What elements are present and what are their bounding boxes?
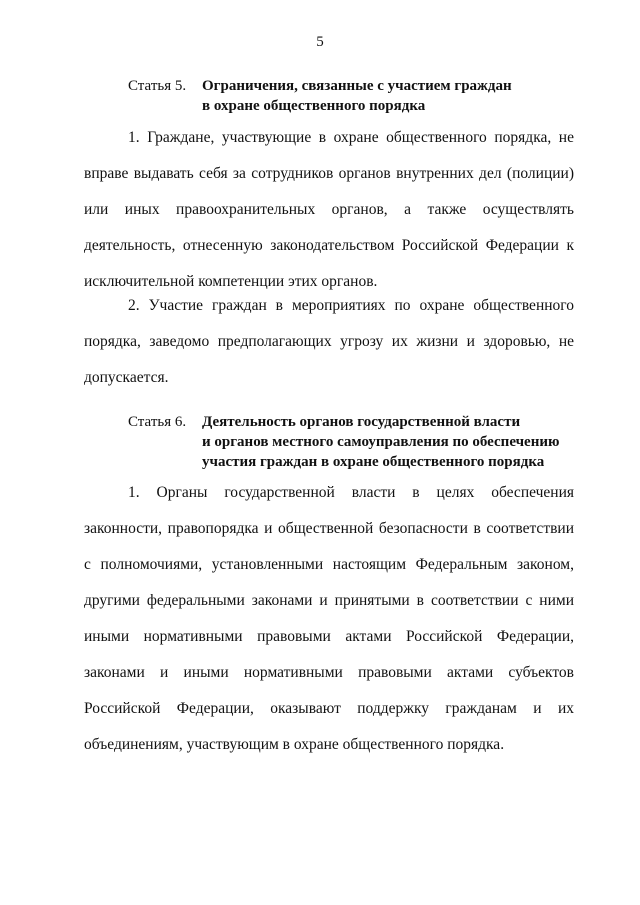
article-6-title-line-3: участия граждан в охране общественного порядка: [202, 454, 545, 470]
article-6-title-line-1: Деятельность органов государственной власти: [202, 414, 521, 430]
article-5-title-line-2: в охране общественного порядка: [202, 98, 426, 114]
article-6-title-line-2: и органов местного самоуправления по обеспечению: [202, 434, 560, 450]
page-number: 5: [316, 34, 324, 50]
article-5-title: [202, 76, 602, 116]
article-5-paragraph-2: 2. Участие граждан в мероприятиях по охране общественного порядка, заведомо предполагающих угрозу их жизни и здоровью, не допускается.: [84, 297, 574, 386]
article-5-label: Статья 5.: [128, 78, 187, 94]
article-6-label: Статья 6.: [128, 414, 187, 430]
article-5-title-line-1: Ограничения, связанные с участием граждан: [202, 78, 512, 94]
article-6-title: [202, 412, 602, 472]
article-6-paragraph-1: 1. Органы государственной власти в целях обеспечения законности, правопорядка и общественной безопасности в соответствии с полномочиями, установленными настоящим Федеральным законом, другими федеральными законами и принятыми в соответствии с ними иными нормативными правовыми актами Российской Федерации, законами и иными нормативными правовыми актами субъектов Российской Федерации, оказывают поддержку гражданам и их объединениям, участвующим в охране общественного порядка.: [84, 484, 574, 753]
article-5-paragraph-1: 1. Граждане, участвующие в охране общественного порядка, не вправе выдавать себя за сотрудников органов внутренних дел (полиции) или иных правоохранительных органов, а также осуществлять деятельность, отнесенную законодательством Российской Федерации к исключительной компетенции этих органов.: [84, 129, 574, 290]
